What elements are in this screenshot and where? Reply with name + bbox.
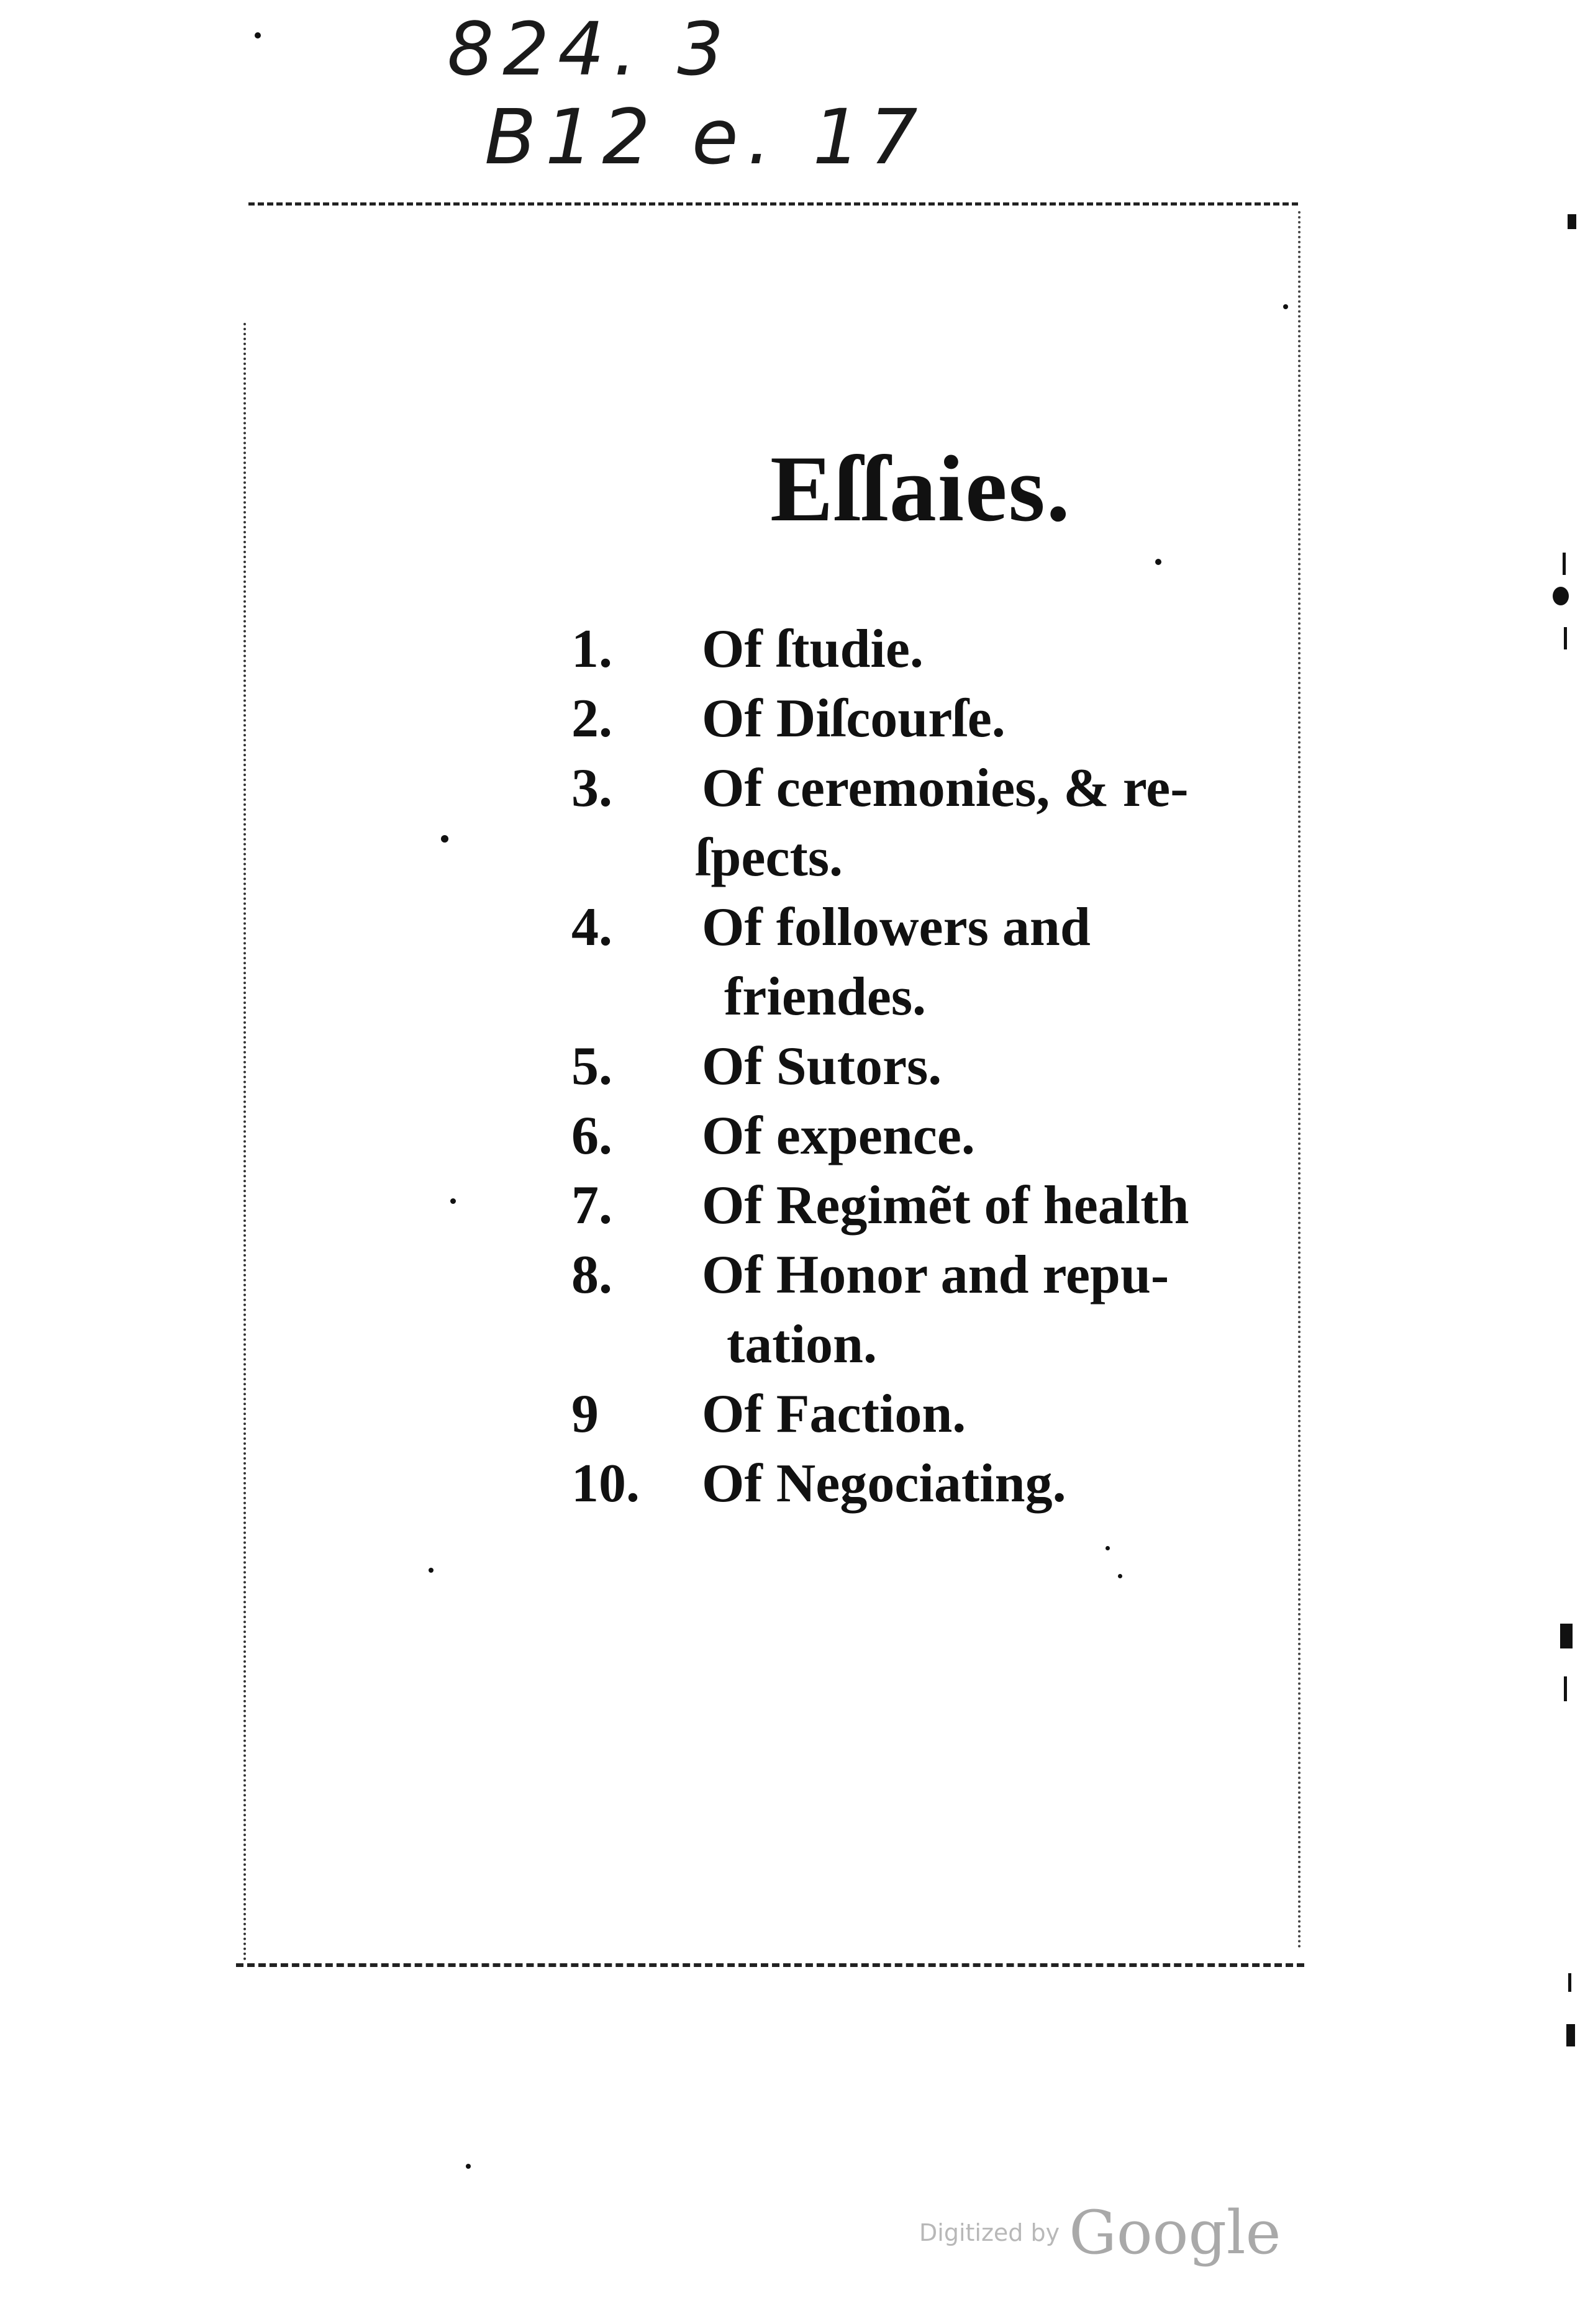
contents-entry-3 xyxy=(571,754,1267,893)
contents-list xyxy=(571,615,1267,1519)
entry-number: 7. xyxy=(571,1175,612,1236)
entry-title: Of Negociating. xyxy=(702,1454,1066,1514)
digitized-label: Digitized by xyxy=(919,2219,1060,2246)
edge-artifact xyxy=(1568,1973,1571,1992)
shelfmark-code: B12 e. 17 xyxy=(484,93,927,181)
entry-title: Of ceremonies, & re- xyxy=(702,758,1189,818)
digitized-watermark xyxy=(919,2198,1281,2267)
entry-title-continuation: ſpects. xyxy=(696,828,843,888)
entry-title: Of ſtudie. xyxy=(702,619,924,679)
entry-title-continuation: tation. xyxy=(727,1314,877,1375)
entry-number: 10. xyxy=(571,1454,640,1514)
frame-top-rule xyxy=(248,202,1298,206)
entry-number: 2. xyxy=(571,689,612,749)
scan-speck xyxy=(1118,1574,1122,1578)
contents-entry-2 xyxy=(571,684,1267,754)
scan-speck xyxy=(466,2164,471,2169)
scan-speck xyxy=(1155,559,1161,565)
entry-number: 3. xyxy=(571,758,612,818)
contents-entry-9 xyxy=(571,1380,1267,1449)
contents-entry-10 xyxy=(571,1449,1267,1519)
entry-number: 8. xyxy=(571,1245,612,1305)
edge-artifact xyxy=(1564,627,1567,649)
entry-title-block xyxy=(702,893,1091,1032)
entry-title: Of Faction. xyxy=(702,1384,966,1444)
entry-number: 6. xyxy=(571,1106,612,1166)
edge-artifact xyxy=(1566,2024,1575,2046)
frame-left-rule xyxy=(243,323,246,1962)
scan-speck xyxy=(1283,304,1288,309)
entry-title-continuation: friendes. xyxy=(724,967,927,1027)
contents-entry-7 xyxy=(571,1171,1267,1241)
frame-right-rule xyxy=(1298,211,1301,1950)
scan-speck xyxy=(450,1198,456,1204)
entry-title: Of Diſcourſe. xyxy=(702,689,1006,749)
shelfmark-number: 824. 3 xyxy=(447,6,733,92)
entry-title-block xyxy=(696,754,1189,893)
entry-title: Of Honor and repu- xyxy=(702,1245,1169,1305)
entry-title: Of Sutors. xyxy=(702,1036,942,1096)
scan-speck xyxy=(441,835,448,843)
entry-number: 1. xyxy=(571,619,612,679)
entry-title: Of Regimẽt of health xyxy=(702,1175,1189,1236)
scan-speck xyxy=(1106,1546,1110,1550)
edge-artifact xyxy=(1563,553,1566,575)
edge-artifact xyxy=(1553,587,1569,605)
edge-artifact xyxy=(1564,1676,1567,1701)
entry-title: Of expence. xyxy=(702,1106,975,1166)
frame-bottom-rule xyxy=(236,1963,1304,1967)
google-logo: Google xyxy=(1069,2198,1281,2267)
edge-artifact xyxy=(1568,214,1576,229)
edge-artifact xyxy=(1560,1624,1573,1648)
contents-entry-4 xyxy=(571,893,1267,1032)
contents-entry-5 xyxy=(571,1032,1267,1101)
scan-speck xyxy=(429,1568,434,1573)
entry-number: 9 xyxy=(571,1384,599,1444)
contents-entry-1 xyxy=(571,615,1267,684)
page-title: Eſſaies. xyxy=(770,436,1071,541)
entry-number: 4. xyxy=(571,897,612,957)
scan-speck xyxy=(255,32,261,38)
contents-entry-6 xyxy=(571,1101,1267,1171)
contents-entry-8 xyxy=(571,1241,1267,1380)
entry-title: Of followers and xyxy=(702,897,1091,957)
entry-title-block xyxy=(702,1241,1169,1380)
entry-number: 5. xyxy=(571,1036,612,1096)
